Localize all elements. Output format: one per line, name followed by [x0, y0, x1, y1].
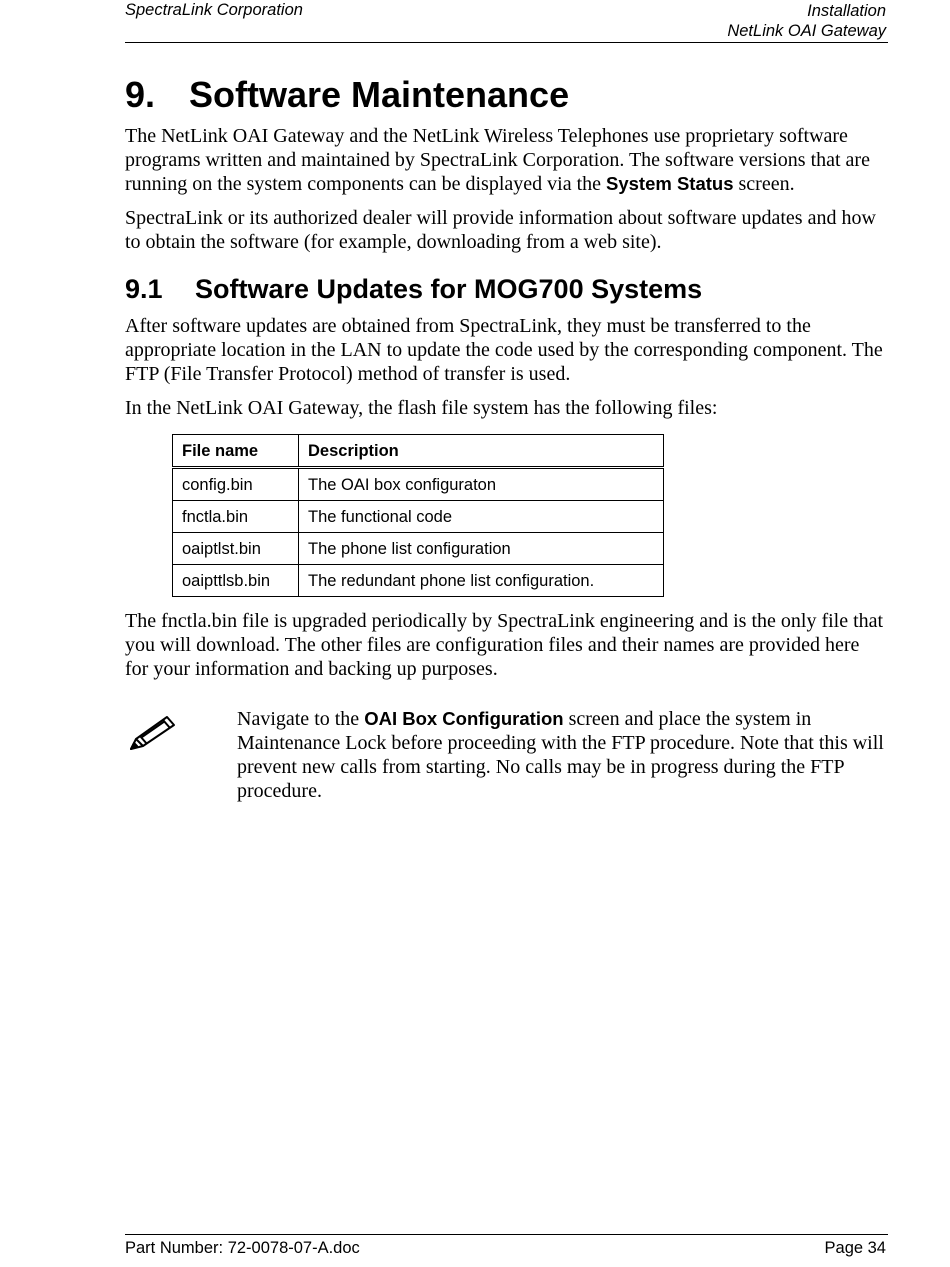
table-header-row [173, 435, 664, 468]
header-section: Installation [807, 2, 886, 20]
table-row [173, 501, 664, 533]
description-cell: The redundant phone list configuration. [299, 565, 664, 597]
note-text [237, 707, 885, 803]
oai-box-configuration-term: OAI Box Configuration [364, 708, 564, 729]
note-block [125, 707, 885, 803]
chapter-number: 9. [125, 74, 156, 115]
chapter-para1-end: screen. [733, 173, 795, 195]
section-paragraph-1: After software updates are obtained from SpectraLink, they must be transferred to the appropriate location in the LAN to update the code used by the corresponding component. The FTP (File Transfer Protocol) method of transfer is used. [125, 315, 883, 385]
column-header: File name [173, 435, 299, 468]
table-row [173, 565, 664, 597]
footer-page-number: Page 34 [824, 1239, 886, 1257]
header-product: NetLink OAI Gateway [727, 22, 886, 40]
section-paragraph-2: In the NetLink OAI Gateway, the flash file system has the following files: [125, 397, 718, 419]
section-heading [125, 272, 885, 306]
section-paragraph-3: The fnctla.bin file is upgraded periodically by SpectraLink engineering and is the only file that you will download. The other files are configuration files and their names are provided here for your information and backing up purposes. [125, 610, 884, 680]
chapter-title: Software Maintenance [189, 74, 570, 115]
page-footer [125, 1234, 888, 1261]
header-company: SpectraLink Corporation [125, 1, 303, 19]
file-table [172, 434, 664, 597]
table-row [173, 533, 664, 565]
page-header [125, 0, 888, 43]
description-cell: The phone list configuration [299, 533, 664, 565]
note-text-end: screen and place the system in Maintenance Lock before proceeding with the FTP procedure. Note that this will prevent new calls from starting. No calls may be in progress during the FTP procedure. [237, 708, 884, 802]
chapter-para1-text: The NetLink OAI Gateway and the NetLink Wireless Telephones use proprietary software programs written and maintained by SpectraLink Corporation. The software versions that are running on the system components can be displayed via the [125, 125, 870, 195]
header-right [727, 1, 886, 41]
file-name-cell: oaiptlst.bin [173, 533, 299, 565]
pencil-icon [127, 713, 177, 753]
file-name-cell: config.bin [173, 468, 299, 501]
column-header: Description [299, 435, 664, 468]
file-name-cell: oaipttlsb.bin [173, 565, 299, 597]
note-text-start: Navigate to the [237, 708, 365, 730]
page-content [125, 70, 885, 813]
description-cell: The OAI box configuraton [299, 468, 664, 501]
system-status-term: System Status [606, 173, 734, 194]
chapter-paragraph-2: SpectraLink or its authorized dealer will provide information about software updates and how to obtain the software (for example, downloading from a web site). [125, 207, 876, 253]
description-cell: The functional code [299, 501, 664, 533]
table-row [173, 468, 664, 501]
chapter-heading [125, 70, 885, 120]
file-name-cell: fnctla.bin [173, 501, 299, 533]
section-title: Software Updates for MOG700 Systems [195, 274, 703, 304]
chapter-paragraph-1 [125, 124, 885, 196]
footer-part-number: Part Number: 72-0078-07-A.doc [125, 1239, 360, 1257]
section-number: 9.1 [125, 274, 163, 304]
